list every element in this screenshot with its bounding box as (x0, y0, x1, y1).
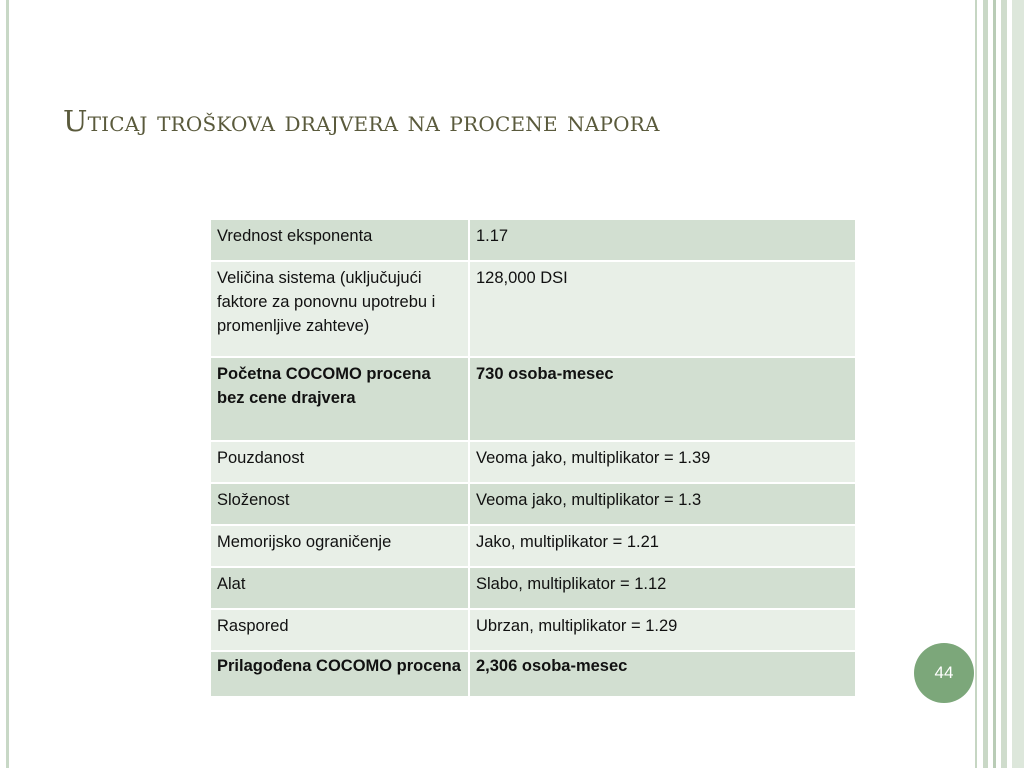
table-row (211, 357, 855, 441)
table-row (211, 651, 855, 697)
row-value: Veoma jako, multiplikator = 1.3 (469, 483, 855, 525)
table-row (211, 525, 855, 567)
slide-border-right-stripe (1012, 0, 1024, 768)
row-value: Veoma jako, multiplikator = 1.39 (469, 441, 855, 483)
row-value: Jako, multiplikator = 1.21 (469, 525, 855, 567)
table-row (211, 483, 855, 525)
slide-border-left (6, 0, 9, 768)
slide-title: Uticaj troškova drajvera na procene napora (63, 104, 660, 138)
slide-border-right-stripe (1001, 0, 1007, 768)
table-row (211, 261, 855, 357)
row-value: 730 osoba-mesec (469, 357, 855, 441)
table-row (211, 567, 855, 609)
row-label: Raspored (211, 609, 469, 651)
row-value: Slabo, multiplikator = 1.12 (469, 567, 855, 609)
table-row (211, 220, 855, 261)
slide-number: 44 (934, 663, 954, 682)
table-row (211, 441, 855, 483)
row-label: Prilagođena COCOMO procena (211, 651, 469, 697)
row-value: 1.17 (469, 220, 855, 261)
row-label: Veličina sistema (uključujući faktore za ponovnu upotrebu i promenljive zahteve) (211, 261, 469, 357)
table-row (211, 609, 855, 651)
row-label: Pouzdanost (211, 441, 469, 483)
cocomo-table (211, 220, 855, 698)
slide-border-right-stripe (983, 0, 988, 768)
slide-border-right-stripe (993, 0, 996, 768)
row-label: Alat (211, 567, 469, 609)
row-value: 2,306 osoba-mesec (469, 651, 855, 697)
slide-border-right-stripe (975, 0, 977, 768)
row-value: 128,000 DSI (469, 261, 855, 357)
row-label: Vrednost eksponenta (211, 220, 469, 261)
slide-number-badge (914, 643, 974, 703)
row-label: Početna COCOMO procena bez cene drajvera (211, 357, 469, 441)
row-label: Složenost (211, 483, 469, 525)
row-label: Memorijsko ograničenje (211, 525, 469, 567)
row-value: Ubrzan, multiplikator = 1.29 (469, 609, 855, 651)
